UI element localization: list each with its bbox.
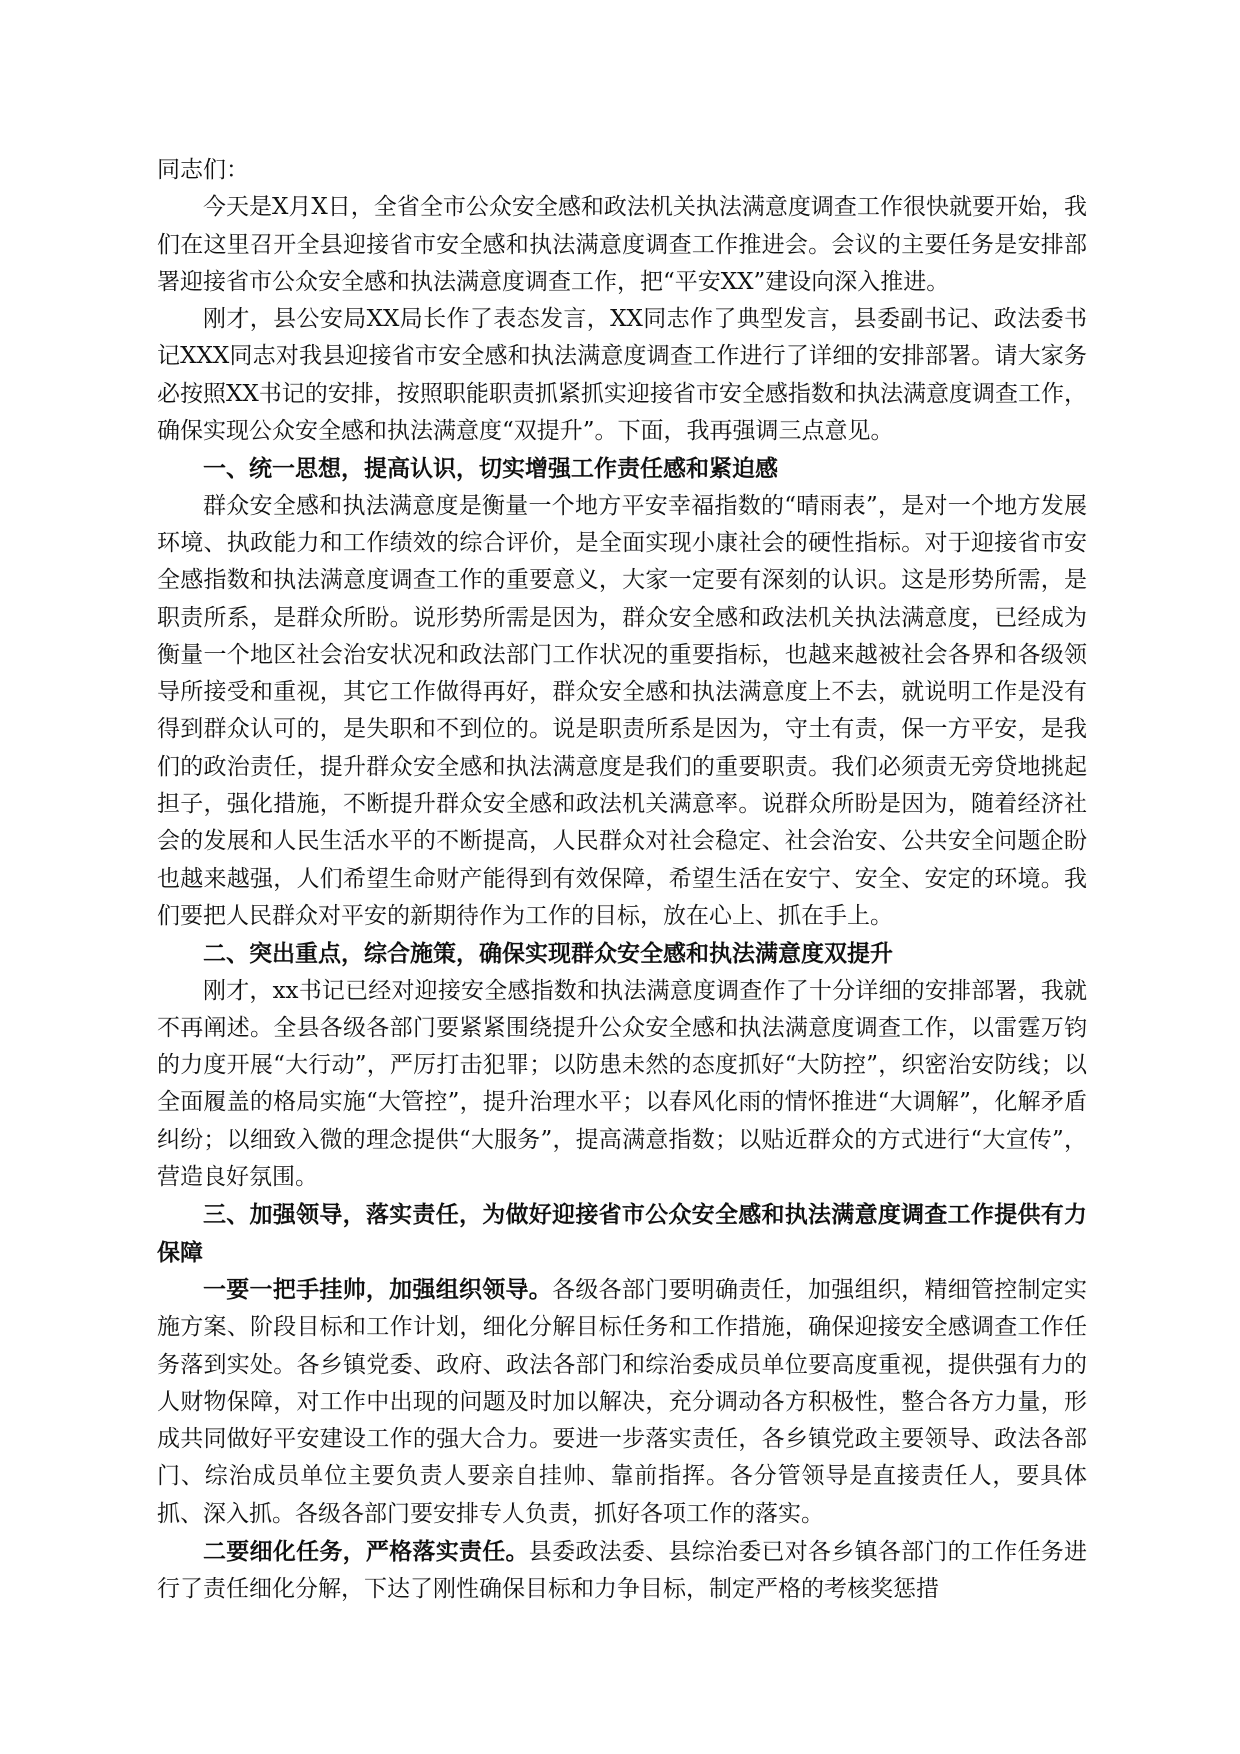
paragraph-opening: 今天是X月X日，全省全市公众安全感和政法机关执法满意度调查工作很快就要开始，我们在这里召开全县迎接省市安全感和执法满意度调查工作推进会。会议的主要任务是安排部署迎接省市公众安全感和执法满意度调查工作，把“平安XX”建设向深入推进。 xyxy=(157,194,1087,295)
paragraph-point-2 xyxy=(157,1533,1087,1609)
point-2-body: 县委政法委、县综治委已对各乡镇各部门的工作任务进行了责任细化分解，下达了刚性确保目标和力争目标，制定严格的考核奖惩措 xyxy=(157,1538,1088,1603)
section-heading-3: 三、加强领导，落实责任，为做好迎接省市公众安全感和执法满意度调查工作提供有力保障 xyxy=(157,1201,1087,1266)
paragraph-section-2: 刚才，xx书记已经对迎接安全感指数和执法满意度调查作了十分详细的安排部署，我就不再阐述。全县各级各部门要紧紧围绕提升公众安全感和执法满意度调查工作，以雷霆万钧的力度开展“大行动”，严厉打击犯罪；以防患未然的态度抓好“大防控”，织密治安防线；以全面履盖的格局实施“大管控”，提升治理水平；以春风化雨的情怀推进“大调解”，化解矛盾纠纷；以细致入微的理念提供“大服务”，提高满意指数；以贴近群众的方式进行“大宣传”，营造良好氛围。 xyxy=(157,977,1087,1191)
point-1-lead: 一要一把手挂帅，加强组织领导。 xyxy=(203,1275,553,1303)
paragraph-point-1 xyxy=(157,1271,1087,1533)
paragraph-review: 刚才，县公安局XX局长作了表态发言，XX同志作了典型发言，县委副书记、政法委书记XXX同志对我县迎接省市安全感和执法满意度调查工作进行了详细的安排部署。请大家务必按照XX书记的安排，按照职能职责抓紧抓实迎接省市安全感指数和执法满意度调查工作，确保实现公众安全感和执法满意度“双提升”。下面，我再强调三点意见。 xyxy=(157,306,1087,445)
paragraph-section-1: 群众安全感和执法满意度是衡量一个地方平安幸福指数的“晴雨表”，是对一个地方发展环境、执政能力和工作绩效的综合评价，是全面实现小康社会的硬性指标。对于迎接省市安全感指数和执法满意度调查工作的重要意义，大家一定要有深刻的认识。这是形势所需，是职责所系，是群众所盼。说形势所需是因为，群众安全感和政法机关执法满意度，已经成为衡量一个地区社会治安状况和政法部门工作状况的重要指标，也越来越被社会各界和各级领导所接受和重视，其它工作做得再好，群众安全感和执法满意度上不去，就说明工作是没有得到群众认可的，是失职和不到位的。说是职责所系是因为，守土有责，保一方平安，是我们的政治责任，提升群众安全感和执法满意度是我们的重要职责。我们必须责无旁贷地挑起担子，强化措施，不断提升群众安全感和政法机关满意率。说群众所盼是因为，随着经济社会的发展和人民生活水平的不断提高，人民群众对社会稳定、社会治安、公共安全问题企盼也越来越强，人们希望生命财产能得到有效保障，希望生活在安宁、安全、安定的环境。我们要把人民群众对平安的新期待作为工作的目标，放在心上、抓在手上。 xyxy=(157,492,1087,929)
document-page xyxy=(157,152,1087,1609)
point-1-body: 各级各部门要明确责任，加强组织，精细管控制定实施方案、阶段目标和工作计划，细化分解目标任务和工作措施，确保迎接安全感调查工作任务落到实处。各乡镇党委、政府、政法各部门和综治委成员单位要高度重视，提供强有力的人财物保障，对工作中出现的问题及时加以解决，充分调动各方积极性，整合各方力量，形成共同做好平安建设工作的强大合力。要进一步落实责任，各乡镇党政主要领导、政法各部门、综治成员单位主要负责人要亲自挂帅、靠前指挥。各分管领导是直接责任人，要具体抓、深入抓。各级各部门要安排专人负责，抓好各项工作的落实。 xyxy=(157,1276,1088,1527)
section-heading-1: 一、统一思想，提高认识，切实增强工作责任感和紧迫感 xyxy=(203,455,778,483)
section-heading-2: 二、突出重点，综合施策，确保实现群众安全感和执法满意度双提升 xyxy=(203,940,893,968)
point-2-lead: 二要细化任务，严格落实责任。 xyxy=(203,1537,529,1565)
salutation: 同志们： xyxy=(157,157,249,183)
